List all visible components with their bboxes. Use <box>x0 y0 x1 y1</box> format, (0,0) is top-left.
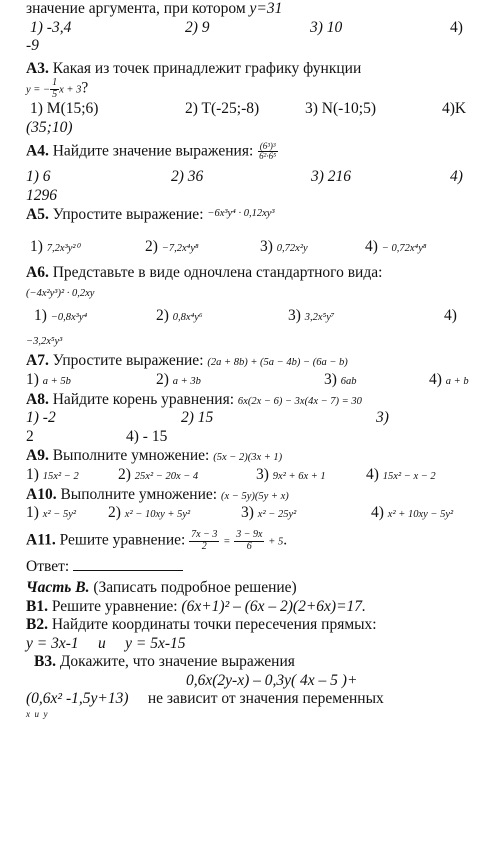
expression: (x − 5y)(5y + x) <box>220 490 289 502</box>
task-a5 <box>26 206 492 225</box>
option-4: 4) <box>450 18 463 36</box>
task-a6-options <box>30 307 492 331</box>
answer-blank[interactable] <box>73 569 183 571</box>
option-3-value: 2 <box>26 428 34 446</box>
option-2: 2) <box>108 504 121 522</box>
task-text: Выполните умножение: <box>52 447 210 465</box>
task-text: Решите уравнение: <box>59 531 186 549</box>
option-3-expr: x² − 25y² <box>257 509 297 521</box>
option-4: 4) <box>450 167 463 185</box>
task-a10 <box>26 486 492 505</box>
task-a9-options <box>26 466 492 486</box>
task-a6 <box>26 264 492 283</box>
task-number: В1. <box>26 597 48 615</box>
option-4-expr: −3,2x⁵y³ <box>26 336 63 348</box>
task-number: А11. <box>26 531 56 549</box>
option-4: 4) <box>365 238 378 256</box>
task-number: А3. <box>26 59 49 77</box>
option-1: 1) <box>26 504 39 522</box>
option-2: 2) <box>156 307 169 325</box>
option-4-expr: x² + 10xy − 5y² <box>387 509 454 521</box>
task-a8-options-wrap <box>26 428 492 447</box>
fraction: $\frac{1}{5}$ <box>52 77 58 100</box>
option-1: 1) -2 <box>26 409 56 427</box>
option-2: 2) 9 <box>185 18 210 36</box>
option-4-expr: a + b <box>445 375 469 387</box>
option-4-value: 1296 <box>26 186 57 204</box>
option-4-expr: − 0,72x⁴y⁸ <box>381 243 427 255</box>
option-3: 3) 216 <box>311 167 352 185</box>
expression: −6x³y⁴ · 0,12xy³ <box>207 207 275 219</box>
option-1: 1) <box>26 370 39 388</box>
option-1-expr: x² − 5y² <box>42 509 76 521</box>
formula-part: + 5 <box>268 536 284 548</box>
equals-sign: = <box>223 536 231 548</box>
part-b-header <box>26 579 492 598</box>
expression-fraction: $\frac{\text{(6³)³}}{\text{6²·6⁵}}$ <box>259 140 277 162</box>
option-4: 4) <box>371 504 384 522</box>
task-number: А5. <box>26 205 49 223</box>
task-text: Решите уравнение: <box>51 597 178 615</box>
task-number: В3. <box>34 653 56 671</box>
option-4-value: -9 <box>26 37 39 55</box>
task-a8-options <box>26 409 492 428</box>
option-3: 3) <box>376 409 389 427</box>
option-2: 2) 36 <box>171 167 204 185</box>
task-b2 <box>26 616 492 635</box>
expression-line-1: 0,6x(2y-x) – 0,3y( 4x – 5 )+ <box>186 671 358 689</box>
task-number: А6. <box>26 264 49 282</box>
option-4: 4) <box>429 370 442 388</box>
task-text: Упростите выражение: <box>52 205 204 223</box>
fraction-left: $\frac{7x - 3}{2}$ <box>191 529 218 552</box>
answer-label: Ответ: <box>26 558 70 576</box>
task-a3 <box>26 60 492 79</box>
expression: y = 3x-1 и y = 5x-15 <box>26 634 186 652</box>
option-1: 1) <box>34 307 47 325</box>
task-a2-options <box>30 19 492 38</box>
option-2-expr: −7,2x⁴y⁸ <box>161 243 199 255</box>
option-1: 1) -3,4 <box>30 18 72 36</box>
option-3-expr: 0,72x²y <box>276 243 308 255</box>
task-text: не зависит от значения переменных <box>147 690 384 708</box>
expression: (6x+1)² – (6x – 2)(2+6x)=17. <box>181 597 366 615</box>
task-text: Какая из точек принадлежит графику функции <box>52 59 362 77</box>
task-a9 <box>26 447 492 466</box>
task-a11 <box>26 530 492 558</box>
option-4-value: (35;10) <box>26 119 73 137</box>
task-a7-options <box>26 371 492 391</box>
task-text: Докажите, что значение выражения <box>59 653 295 671</box>
task-a4 <box>26 142 492 168</box>
option-1-expr: a + 5b <box>42 375 71 387</box>
option-3: 3) N(-10;5) <box>305 100 377 118</box>
task-a8 <box>26 391 492 410</box>
task-a5-options <box>30 238 492 264</box>
option-2: 2) <box>118 465 131 483</box>
option-1: 1) 6 <box>26 167 51 185</box>
task-text: Найдите значение выражения: <box>52 142 254 160</box>
period: . <box>283 531 288 549</box>
expression: 6x(2x − 6) − 3x(4x − 7) = 30 <box>237 395 362 407</box>
option-3: 3) <box>324 370 337 388</box>
option-4-expr: 15x² − x − 2 <box>382 470 436 482</box>
task-text: Выполните умножение: <box>60 485 218 503</box>
option-2-expr: a + 3b <box>172 375 201 387</box>
fraction-right: $\frac{3 - 9x}{6}$ <box>236 529 263 552</box>
option-2: 2) <box>156 370 169 388</box>
expression-line-2: (0,6x² -1,5y+13) <box>26 690 129 708</box>
task-a10-options <box>26 504 492 526</box>
expression: (−4x²y³)² · 0,2xy <box>26 287 95 299</box>
function-formula <box>26 78 492 100</box>
task-number: А9. <box>26 447 49 465</box>
task-a4-options <box>26 168 492 187</box>
option-2-expr: x² − 10xy + 5y² <box>124 509 191 521</box>
answer-line <box>26 558 492 577</box>
task-number: А4. <box>26 142 49 160</box>
task-a7 <box>26 352 492 371</box>
option-1-expr: −0,8x³y⁴ <box>50 312 88 324</box>
option-4: 4)K <box>442 100 467 118</box>
expression: (2a + 8b) + (5a − 4b) − (6a − b) <box>207 356 348 368</box>
task-a6-wrap <box>26 331 492 350</box>
task-number: А10. <box>26 485 57 503</box>
part-b-note: (Записать подробное решение) <box>93 578 297 596</box>
task-a6-expr <box>26 283 492 302</box>
option-2-expr: 25x² − 20x − 4 <box>134 470 199 482</box>
option-2: 2) <box>145 238 158 256</box>
task-number: А7. <box>26 351 49 369</box>
option-3-expr: 6ab <box>340 375 357 387</box>
option-1-expr: 7,2x³y²⁰ <box>46 243 80 255</box>
option-3: 3) 10 <box>310 18 343 36</box>
option-3: 3) <box>241 504 254 522</box>
option-1: 1) <box>30 238 43 256</box>
task-text: Найдите корень уравнения: <box>52 390 235 408</box>
part-b-title: Часть В. <box>26 578 90 596</box>
option-4: 4) - 15 <box>126 428 168 446</box>
task-b3 <box>34 653 492 672</box>
task-text: Найдите координаты точки пересечения прямых: <box>51 616 377 634</box>
option-2: 2) T(-25;-8) <box>185 100 260 118</box>
task-text: Упростите выражение: <box>52 351 204 369</box>
expression: (5x − 2)(3x + 1) <box>213 452 283 464</box>
option-2: 2) 15 <box>181 409 214 427</box>
option-3: 3) <box>256 465 269 483</box>
option-2-expr: 0,8x⁴y⁶ <box>172 312 203 324</box>
task-b3-line <box>26 690 492 709</box>
question-mark: ? <box>81 79 89 97</box>
formula-part: y = − <box>26 84 51 96</box>
task-text: Представьте в виде одночлена стандартного вида: <box>52 264 383 282</box>
formula-part: x + 3 <box>59 84 82 96</box>
option-4: 4) <box>366 465 379 483</box>
option-3-expr: 9x² + 6x + 1 <box>272 470 326 482</box>
option-1: 1) <box>26 465 39 483</box>
option-3-expr: 3,2x⁵y⁷ <box>304 312 335 324</box>
task-a2-tail <box>26 0 492 19</box>
option-4: 4) <box>444 307 457 325</box>
task-text: значение аргумента, при котором <box>26 0 246 17</box>
task-number: А8. <box>26 390 49 408</box>
option-1: 1) M(15;6) <box>30 100 99 118</box>
task-a3-options <box>30 100 492 119</box>
option-1-expr: 15x² − 2 <box>42 470 79 482</box>
option-3: 3) <box>260 238 273 256</box>
task-condition: y=31 <box>249 0 283 17</box>
variables: x и y <box>26 709 48 720</box>
task-b1 <box>26 598 492 617</box>
task-number: В2. <box>26 616 48 634</box>
option-3: 3) <box>288 307 301 325</box>
